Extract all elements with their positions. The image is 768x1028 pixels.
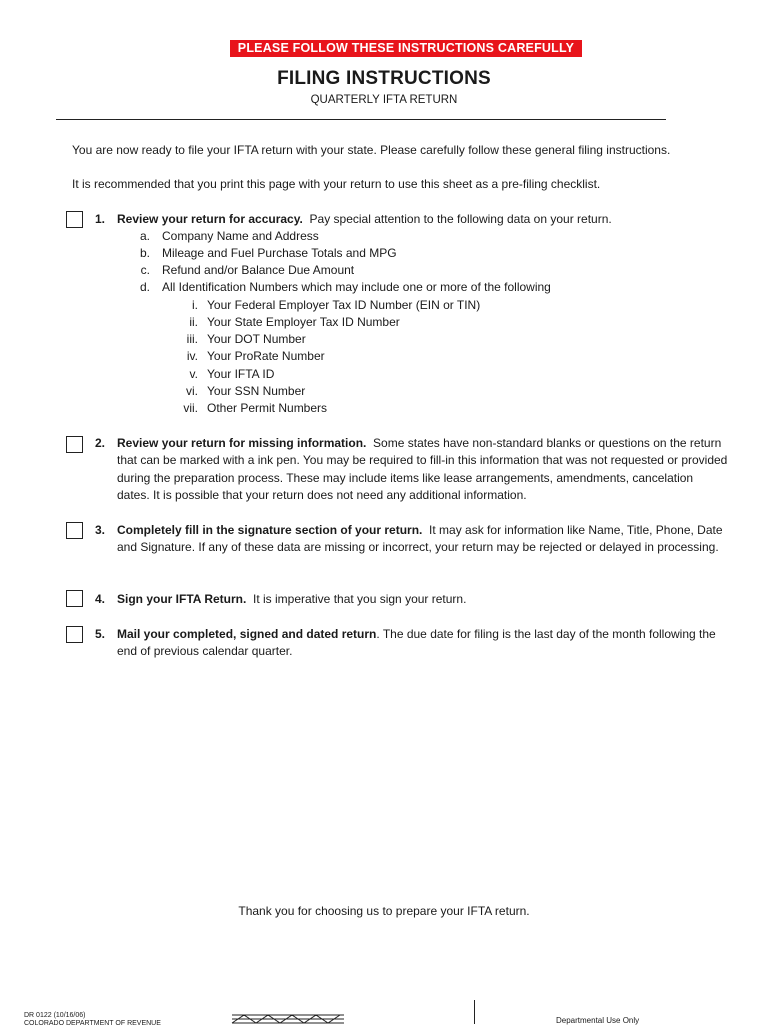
recommend-text: It is recommended that you print this page with your return to use this sheet as a pre-filing checklist.	[72, 177, 601, 191]
id-item-iii	[176, 331, 306, 348]
subitem-label: Mileage and Fuel Purchase Totals and MPG	[162, 246, 397, 260]
subitem-b	[140, 245, 397, 262]
item-2-body: Some states have non-standard blanks or questions on the return that can be marked with a ink pen. You may be required to fill-in this information that was not requested or provided during the preparation process. These may include items like lease arrangements, amendments, cancelation dates. It is possible that your return does not need any additional information.	[117, 436, 728, 503]
item-3-number: 3.	[95, 523, 106, 537]
instructions-banner: PLEASE FOLLOW THESE INSTRUCTIONS CAREFULLY	[230, 40, 582, 57]
item-2-heading: Review your return for missing information.	[117, 436, 367, 450]
id-label: Your State Employer Tax ID Number	[207, 315, 400, 329]
departmental-use-label: Departmental Use Only	[556, 1016, 640, 1025]
subitem-label: All Identification Numbers which may include one or more of the following	[162, 280, 551, 294]
id-label: Your ProRate Number	[207, 349, 325, 363]
page-title: FILING INSTRUCTIONS	[277, 68, 491, 89]
id-item-vii	[176, 400, 327, 417]
subitem-a	[140, 228, 319, 245]
subitem-label: Refund and/or Balance Due Amount	[162, 263, 355, 277]
id-label: Your DOT Number	[207, 332, 306, 346]
id-label: Your SSN Number	[207, 384, 306, 398]
id-label: Your IFTA ID	[207, 367, 275, 381]
intro-text: You are now ready to file your IFTA return with your state. Please carefully follow these general filing instructions.	[72, 143, 671, 157]
item-1-number: 1.	[95, 212, 106, 226]
checkbox-item-3[interactable]	[66, 522, 83, 539]
id-label: Other Permit Numbers	[207, 401, 328, 415]
footer-divider	[474, 1000, 475, 1024]
item-4-body: It is imperative that you sign your return.	[253, 592, 467, 606]
item-4-text	[117, 591, 729, 608]
item-4-number: 4.	[95, 592, 106, 606]
id-marker: v.	[189, 367, 198, 381]
page-subtitle: QUARTERLY IFTA RETURN	[310, 94, 458, 106]
id-marker: vii.	[183, 401, 198, 415]
item-2-text	[117, 435, 729, 505]
title-divider	[56, 119, 666, 120]
form-footer	[24, 1012, 161, 1028]
subitem-d	[140, 279, 551, 296]
id-marker: vi.	[186, 384, 198, 398]
item-1-text	[117, 211, 729, 228]
id-marker: iii.	[186, 332, 198, 346]
id-marker: iv.	[186, 349, 198, 363]
subitem-label: Company Name and Address	[162, 229, 319, 243]
department-line: COLORADO DEPARTMENT OF REVENUE	[24, 1020, 161, 1027]
item-3-heading: Completely fill in the signature section of your return.	[117, 523, 423, 537]
id-label: Your Federal Employer Tax ID Number (EIN or TIN)	[207, 298, 481, 312]
id-item-ii	[176, 314, 400, 331]
id-item-i	[176, 297, 480, 314]
subitem-c	[140, 262, 354, 279]
subitem-marker: b.	[140, 246, 151, 260]
subitem-marker: d.	[140, 280, 151, 294]
id-item-v	[176, 366, 274, 383]
item-3-body: It may ask for information like Name, Title, Phone, Date and Signature. If any of these data are missing or incorrect, your return may be rejected or delayed in processing.	[117, 523, 723, 555]
item-4-heading: Sign your IFTA Return.	[117, 592, 247, 606]
thank-you-text: Thank you for choosing us to prepare your IFTA return.	[238, 904, 530, 918]
checkbox-item-1[interactable]	[66, 211, 83, 228]
item-5-heading: Mail your completed, signed and dated return	[117, 627, 377, 641]
id-marker: i.	[192, 298, 198, 312]
item-3-text	[117, 522, 729, 557]
item-2-number: 2.	[95, 436, 106, 450]
subitem-marker: c.	[140, 263, 150, 277]
checkbox-item-5[interactable]	[66, 626, 83, 643]
item-1-body: Pay special attention to the following data on your return.	[309, 212, 612, 226]
id-item-vi	[176, 383, 305, 400]
subitem-marker: a.	[140, 229, 151, 243]
item-5-body: . The due date for filing is the last day of the month following the end of previous calendar quarter.	[117, 627, 716, 659]
checkbox-item-2[interactable]	[66, 436, 83, 453]
item-5-number: 5.	[95, 627, 106, 641]
item-1-heading: Review your return for accuracy.	[117, 212, 303, 226]
form-number: DR 0122 (10/16/06)	[24, 1012, 86, 1019]
item-5-text	[117, 626, 729, 661]
checkbox-item-4[interactable]	[66, 590, 83, 607]
id-item-iv	[176, 348, 325, 365]
id-marker: ii.	[189, 315, 198, 329]
